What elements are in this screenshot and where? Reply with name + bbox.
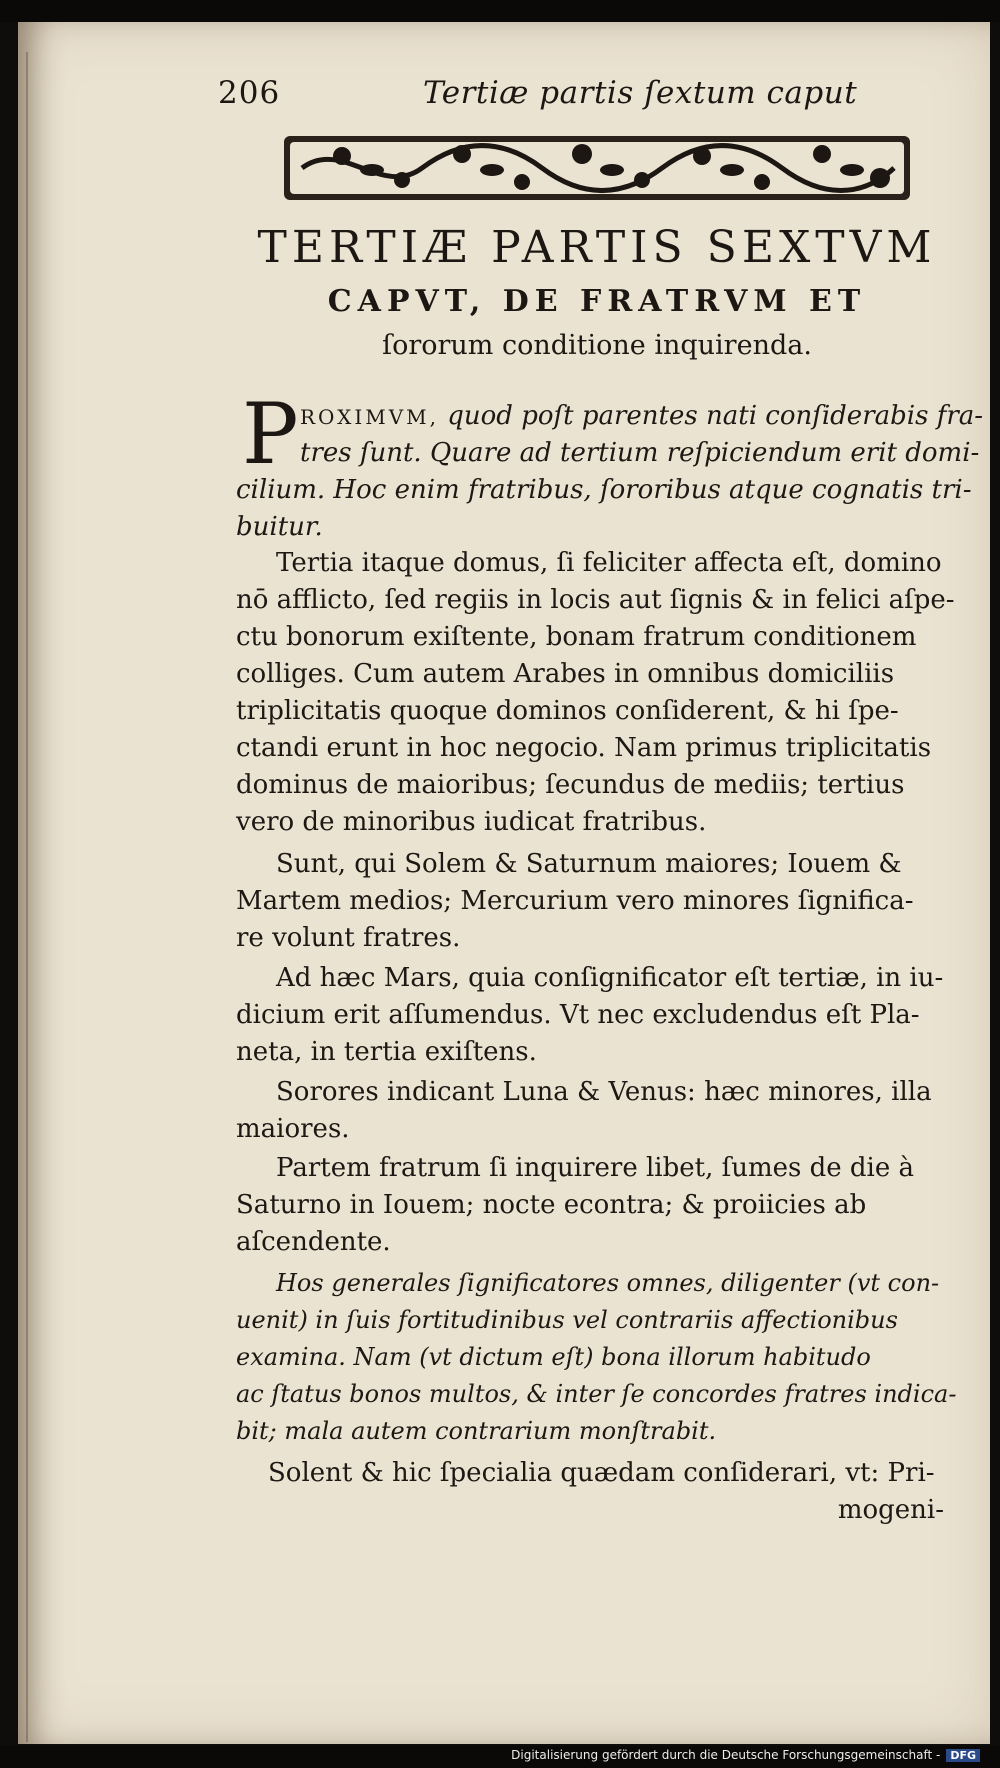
text-line: Partem fratrum ſi inquirere libet, ſumes de die à (276, 1153, 915, 1183)
text-line: re volunt fratres. (236, 923, 461, 953)
footer-credit-text: Digitalisierung gefördert durch die Deutsche Forschungsgemeinschaft - (511, 1748, 941, 1762)
text-line: Ad hæc Mars, quia conſignificator eſt tertiæ, in iu- (276, 963, 944, 993)
page-number: 206 (218, 75, 281, 111)
text-line: aſcendente. (236, 1227, 391, 1257)
text-line: nō afflicto, ſed regiis in locis aut ſignis & in felici aſpe- (236, 585, 955, 615)
text-line: tres ſunt. Quare ad tertium reſpiciendum erit domi- (300, 438, 980, 468)
paragraph-6 (236, 1150, 956, 1261)
text-line: ac ſtatus bonos multos, & inter ſe concordes fratres indica- (236, 1380, 957, 1408)
text-line: triplicitatis quoque dominos conſiderent, & hi ſpe- (236, 696, 899, 726)
paragraph-8 (236, 1455, 956, 1529)
paragraph-5 (236, 1074, 956, 1148)
paragraph-1-line-1: quod poſt parentes nati conſiderabis fra- (439, 401, 984, 431)
vine-ornament-icon (282, 130, 912, 206)
lead-small-caps: ROXIMVM, (300, 405, 439, 429)
text-line: maiores. (236, 1114, 350, 1144)
footer-credit (511, 1748, 980, 1762)
running-head: Tertiæ partis ſextum caput (423, 75, 858, 111)
chapter-title-line-1: TERTIÆ PARTIS SEXTVM (257, 222, 937, 273)
text-line: cilium. Hoc enim fratribus, ſororibus atque cognatis tri- (236, 475, 972, 505)
catchword: mogeni- (837, 1495, 944, 1525)
paragraph-4 (236, 960, 956, 1071)
text-line: vero de minoribus iudicat fratribus. (236, 807, 707, 837)
text-line: ctu bonorum exiſtente, bonam fratrum conditionem (236, 622, 917, 652)
running-header (218, 75, 938, 125)
paragraph-7 (236, 1265, 956, 1450)
text-line: Tertia itaque domus, ſi feliciter affecta eſt, domino (276, 548, 942, 578)
paragraph-1-first-line (300, 398, 984, 435)
text-line: Hos generales ſignificatores omnes, diligenter (vt con- (276, 1269, 940, 1297)
paragraph-2 (236, 545, 956, 841)
paragraph-3 (236, 846, 956, 957)
text-line: Solent & hic ſpecialia quædam conſiderari, vt: Pri- (268, 1458, 935, 1488)
text-line: Sorores indicant Luna & Venus: hæc minores, illa (276, 1077, 932, 1107)
scan-top-border (0, 0, 1000, 22)
text-line: dicium erit aſſumendus. Vt nec excludendus eſt Pla- (236, 1000, 920, 1030)
text-line: Sunt, qui Solem & Saturnum maiores; Iouem & (276, 849, 902, 879)
text-line: buitur. (236, 512, 323, 542)
digitization-footer (0, 1746, 1000, 1768)
chapter-title-line-3: ſororum conditione inquirenda. (382, 330, 812, 361)
text-line: Martem medios; Mercurium vero minores ſignifica- (236, 886, 914, 916)
page-gutter (26, 52, 28, 1742)
text-line: bit; mala autem contrarium monſtrabit. (236, 1417, 717, 1445)
paragraph-1 (236, 435, 980, 546)
text-line: neta, in tertia exiſtens. (236, 1037, 537, 1067)
drop-cap: P (242, 385, 299, 483)
text-line: colliges. Cum autem Arabes in omnibus domiciliis (236, 659, 895, 689)
text-line: dominus de maioribus; ſecundus de mediis; tertius (236, 770, 905, 800)
text-line: Saturno in Iouem; nocte econtra; & proiicies ab (236, 1190, 867, 1220)
text-line: uenit) in ſuis fortitudinibus vel contrariis affectionibus (236, 1306, 898, 1334)
text-line: examina. Nam (vt dictum eſt) bona illorum habitudo (236, 1343, 871, 1371)
dfg-logo-icon: DFG (946, 1749, 980, 1762)
chapter-title-line-2: CAPVT, DE FRATRVM ET (327, 284, 867, 319)
text-line: ctandi erunt in hoc negocio. Nam primus triplicitatis (236, 733, 932, 763)
